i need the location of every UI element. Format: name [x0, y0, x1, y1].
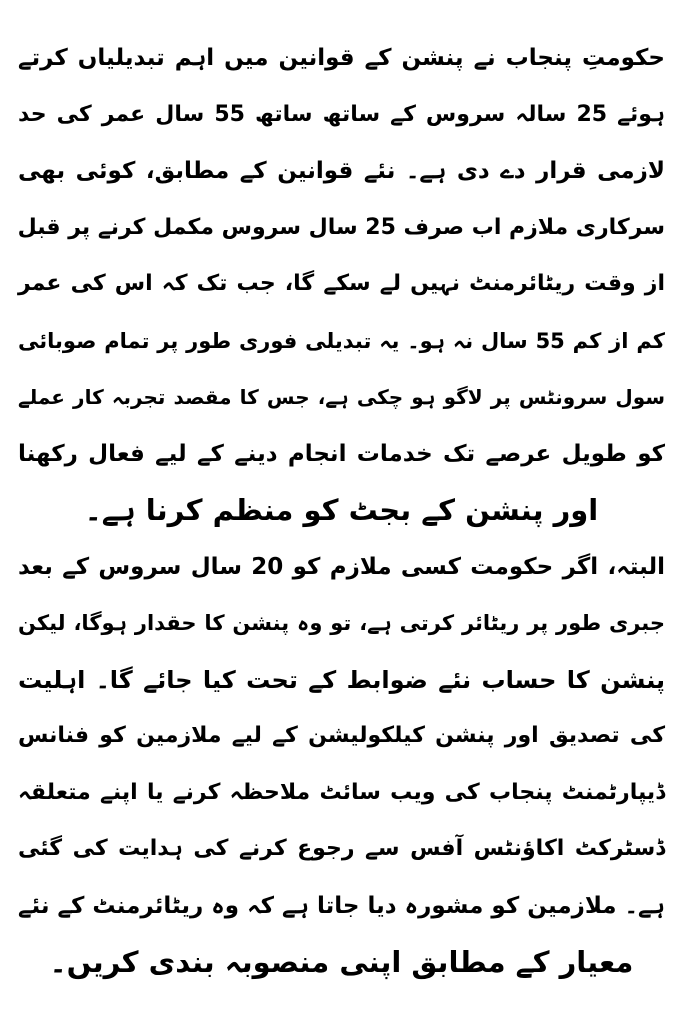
- text-line: سرکاری ملازم اب صرف 25 سال سروس مکمل کرنے پر قبل: [17, 214, 665, 240]
- text-line: از وقت ریٹائرمنٹ نہیں لے سکے گا، جب تک کہ اس کی عمر: [18, 271, 665, 296]
- text-line: جبری طور پر ریٹائر کرتی ہے، تو وہ پنشن کا حقدار ہوگا، لیکن: [18, 611, 665, 635]
- text-line: کو طویل عرصے تک خدمات انجام دینے کے لیے فعال رکھنا: [18, 440, 665, 467]
- text-line: ڈیپارٹمنٹ پنجاب کی ویب سائٹ ملاحظہ کرنے یا اپنے متعلقہ: [18, 779, 665, 805]
- text-line: کی تصدیق اور پنشن کیلکولیشن کے لیے ملازمین کو فنانس: [18, 723, 665, 748]
- text-line: ڈسٹرکٹ اکاؤنٹس آفس سے رجوع کرنے کی ہدایت کی گئی: [18, 836, 665, 861]
- paragraph-1: [18, 30, 665, 539]
- text-line: پنشن کا حساب نئے ضوابط کے تحت کیا جائے گا۔ اہلیت: [18, 665, 665, 694]
- text-line: کم از کم 55 سال نہ ہو۔ یہ تبدیلی فوری طور پر تمام صوبائی: [18, 328, 665, 353]
- text-line: سول سرونٹس پر لاگو ہو چکی ہے، جس کا مقصد تجربہ کار عملے: [18, 385, 665, 409]
- text-line: ہے۔ ملازمین کو مشورہ دیا جاتا ہے کہ وہ ریٹائرمنٹ کے نئے: [18, 892, 665, 919]
- text-line: ہوئے 25 سالہ سروس کے ساتھ ساتھ 55 سال عمر کی حد: [18, 101, 665, 127]
- text-line: حکومتِ پنجاب نے پنشن کے قوانین میں اہم تبدیلیاں کرتے: [18, 45, 665, 71]
- text-line: لازمی قرار دے دی ہے۔ نئے قوانین کے مطابق، کوئی بھی: [18, 158, 665, 184]
- text-line: معیار کے مطابق اپنی منصوبہ بندی کریں۔: [49, 945, 634, 979]
- article-body: [18, 30, 665, 991]
- text-line: اور پنشن کے بجٹ کو منظم کرنا ہے۔: [84, 493, 599, 527]
- paragraph-2: [18, 539, 665, 991]
- text-line: البتہ، اگر حکومت کسی ملازم کو 20 سال سروس کے بعد: [18, 553, 665, 580]
